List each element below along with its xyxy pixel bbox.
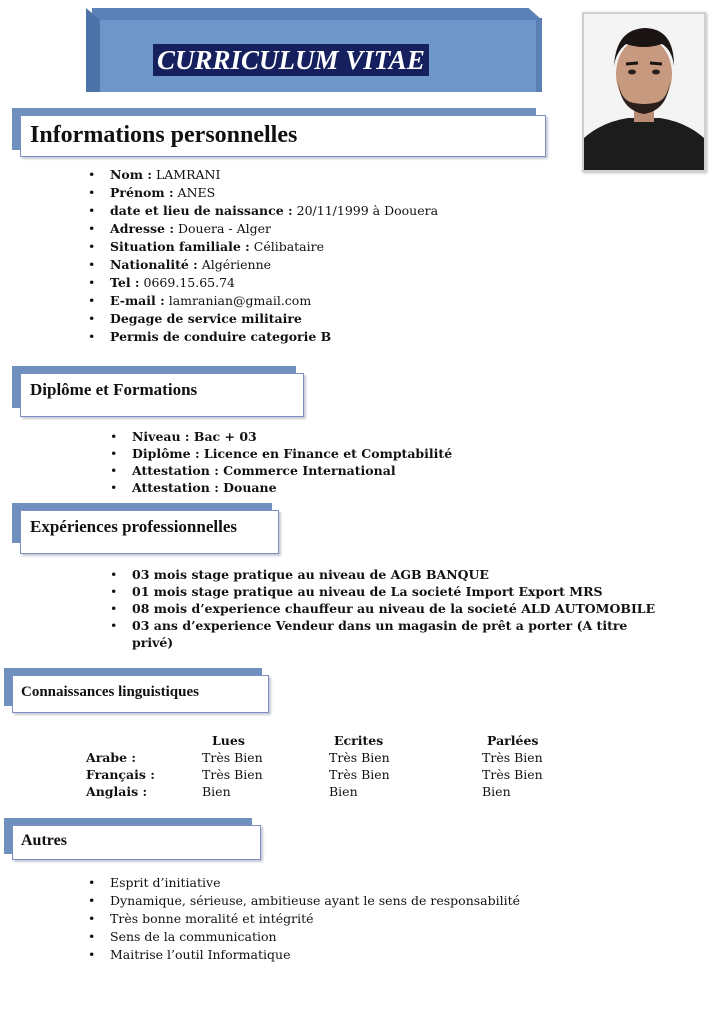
- list-item: • Dynamique, sérieuse, ambitieuse ayant le sens de responsabilité: [88, 893, 521, 908]
- language-level: Bien: [329, 784, 358, 799]
- list-item: • 01 mois stage pratique au niveau de La societé Import Export MRS: [110, 584, 603, 599]
- section-heading: Informations personnelles: [30, 122, 298, 148]
- language-level: Très Bien: [202, 767, 263, 782]
- list-item: • Nationalité : Algérienne: [88, 257, 272, 272]
- banner-top-edge: [92, 8, 542, 20]
- language-level: Très Bien: [329, 767, 390, 782]
- language-column-header: Parlées: [487, 733, 539, 748]
- language-level: Très Bien: [202, 750, 263, 765]
- list-item: • Tel : 0669.15.65.74: [88, 275, 235, 290]
- list-item: • 03 mois stage pratique au niveau de AGB BANQUE: [110, 567, 489, 582]
- list-item: • Très bonne moralité et intégrité: [88, 911, 314, 926]
- banner-left-edge: [86, 8, 100, 92]
- list-item: • Esprit d’initiative: [88, 875, 221, 890]
- language-level: Bien: [482, 784, 511, 799]
- list-item: • Adresse : Douera - Alger: [88, 221, 271, 236]
- personal-info-list: [88, 166, 438, 346]
- list-item: • date et lieu de naissance : 20/11/1999 à Doouera: [88, 203, 439, 218]
- page-title: CURRICULUM VITAE: [153, 44, 429, 76]
- banner-right-edge: [536, 18, 542, 92]
- list-item: • Attestation : Commerce International: [110, 463, 396, 478]
- list-item: • E-mail : lamranian@gmail.com: [88, 293, 312, 308]
- list-item: • Maitrise l’outil Informatique: [88, 947, 291, 962]
- section-heading: Autres: [21, 832, 67, 849]
- language-name: Français :: [86, 767, 155, 782]
- list-item: • Prénom : ANES: [88, 185, 216, 200]
- list-item: • Niveau : Bac + 03: [110, 429, 257, 444]
- title-banner: [86, 8, 542, 92]
- list-item: • Permis de conduire categorie B: [88, 329, 332, 344]
- language-level: Très Bien: [482, 750, 543, 765]
- language-level: Très Bien: [482, 767, 543, 782]
- section-heading: Diplôme et Formations: [30, 380, 198, 399]
- list-item: • Sens de la communication: [88, 929, 277, 944]
- list-item: • Diplôme : Licence en Finance et Comptabilité: [110, 446, 453, 461]
- list-item: • Attestation : Douane: [110, 480, 277, 495]
- portrait-image: [584, 14, 704, 170]
- others-list: [88, 874, 520, 964]
- experience-list: [110, 566, 655, 651]
- education-list: [110, 428, 452, 496]
- profile-photo: [582, 12, 706, 172]
- section-heading: Connaissances linguistiques: [21, 684, 199, 700]
- language-name: Anglais :: [86, 784, 148, 799]
- list-item: • Nom : LAMRANI: [88, 167, 221, 182]
- language-column-header: Ecrites: [334, 733, 384, 748]
- language-name: Arabe :: [86, 750, 137, 765]
- list-item: • Situation familiale : Célibataire: [88, 239, 325, 254]
- section-heading: Expériences professionnelles: [30, 517, 237, 536]
- list-item: • 08 mois d’experience chauffeur au niveau de la societé ALD AUTOMOBILE: [110, 601, 656, 616]
- list-item-continuation: privé): [132, 635, 174, 650]
- list-item: • 03 ans d’experience Vendeur dans un magasin de prêt a porter (A titre: [110, 618, 628, 633]
- language-column-header: Lues: [212, 733, 245, 748]
- language-level: Très Bien: [329, 750, 390, 765]
- list-item: • Degage de service militaire: [88, 311, 302, 326]
- language-level: Bien: [202, 784, 231, 799]
